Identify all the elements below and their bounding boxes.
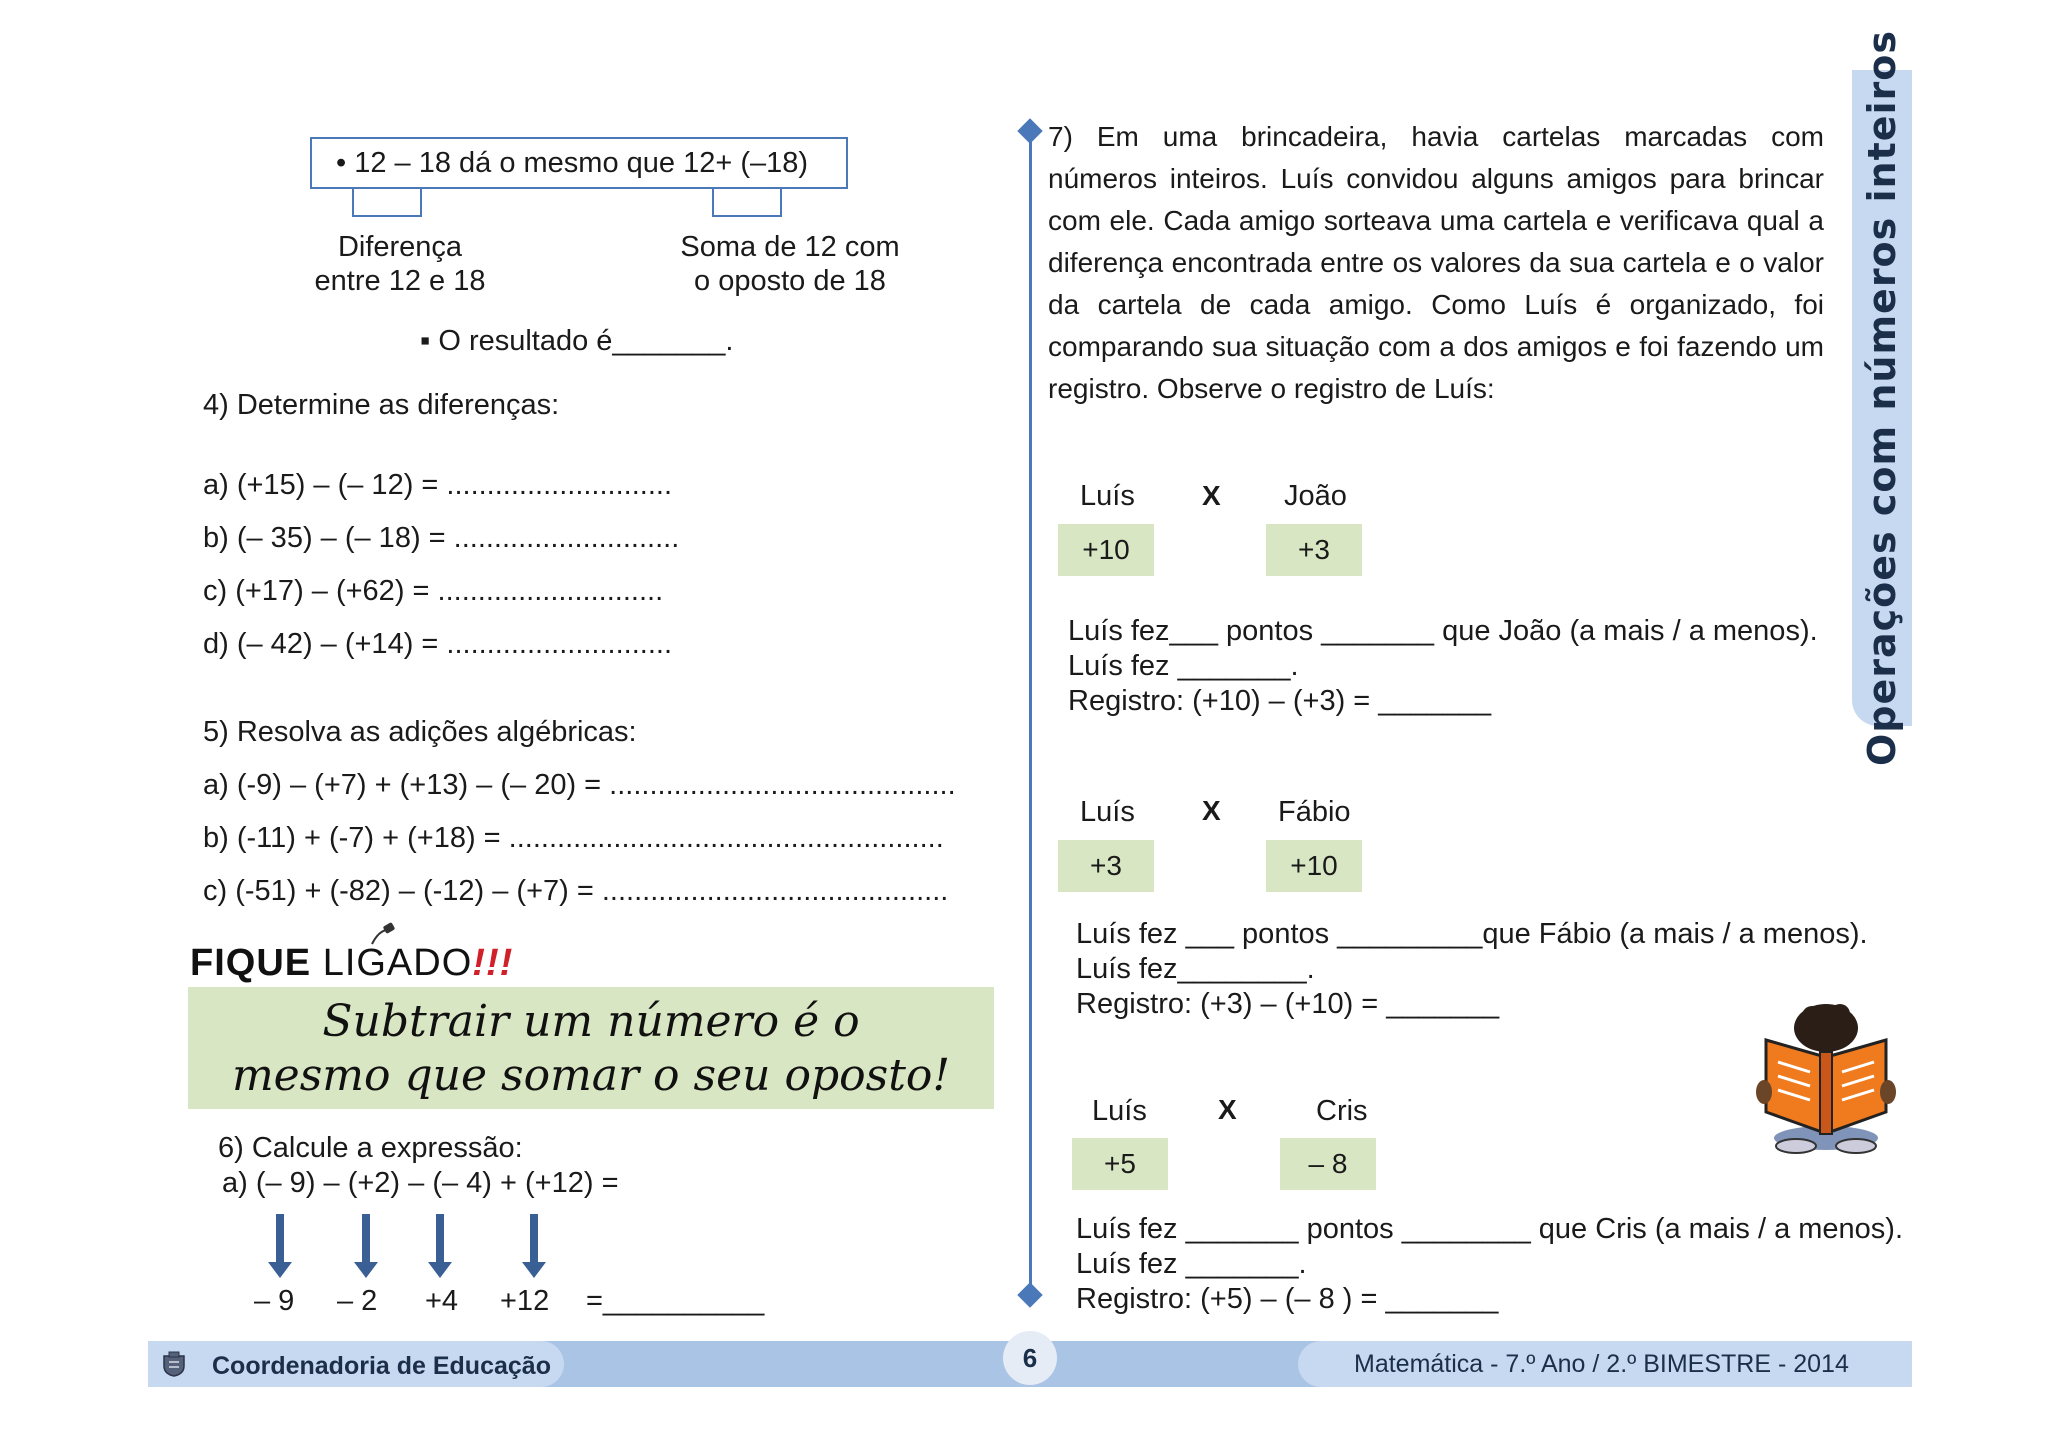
m1-card2: +3 xyxy=(1266,524,1362,576)
q4-item-a: a) (+15) – (– 12) = ............................ xyxy=(203,469,672,501)
m3-line3: Registro: (+5) – (– 8 ) = _______ xyxy=(1076,1283,1499,1315)
q4-item-c: c) (+17) – (+62) = ............................ xyxy=(203,575,664,607)
plug-icon xyxy=(368,920,398,946)
m1-player2: João xyxy=(1284,480,1347,512)
tip-line2: mesmo que somar o seu oposto! xyxy=(231,1050,951,1101)
m2-card2: +10 xyxy=(1266,840,1362,892)
divider-diamond-bottom xyxy=(1017,1282,1042,1307)
arrow-1 xyxy=(268,1214,292,1278)
q7-text: 7) Em uma brincadeira, havia cartelas marcadas com números inteiros. Luís convidou alguns amigos para brincar com ele. Cada amigo sorteava uma cartela e verificava qual a diferença encontrada entre os valores da sua cartela e o valor da cartela de cada amigo. Como Luís é organizado, foi comparando sua situação com a dos amigos e foi fazendo um registro. Observe o registro de Luís: xyxy=(1048,121,1824,404)
arrow-4 xyxy=(522,1214,546,1278)
m2-line2: Luís fez________. xyxy=(1076,953,1315,985)
q6-term-1: – 9 xyxy=(254,1285,295,1317)
m1-line2: Luís fez _______. xyxy=(1068,650,1299,682)
ligado-word: LIGADO xyxy=(322,942,473,984)
q5-title: 5) Resolva as adições algébricas: xyxy=(203,716,637,748)
arrow-3 xyxy=(428,1214,452,1278)
m3-line2: Luís fez _______. xyxy=(1076,1248,1307,1280)
m2-versus: X xyxy=(1202,795,1221,826)
m2-line1: Luís fez ___ pontos _________que Fábio (a mais / a menos). xyxy=(1076,918,1868,950)
label-sum-line2: o oposto de 18 xyxy=(694,265,886,297)
fique-word: FIQUE xyxy=(190,942,323,984)
q4-title: 4) Determine as diferenças: xyxy=(203,389,560,421)
exclamation: !!! xyxy=(472,942,514,984)
side-tab-label xyxy=(1852,29,1912,767)
m3-card2: – 8 xyxy=(1280,1138,1376,1190)
m3-versus: X xyxy=(1218,1094,1237,1125)
q6-answer: =__________ xyxy=(586,1285,765,1317)
label-sum xyxy=(660,230,920,298)
q6-term-2: – 2 xyxy=(337,1285,378,1317)
label-difference-line1: Diferença xyxy=(337,231,463,263)
column-divider xyxy=(1029,128,1032,1298)
m3-line1: Luís fez _______ pontos ________ que Cris (a mais / a menos). xyxy=(1076,1213,1904,1245)
tip-box xyxy=(188,987,994,1109)
m1-line3: Registro: (+10) – (+3) = _______ xyxy=(1068,685,1492,717)
q5-item-c: c) (-51) + (-82) – (-12) – (+7) = ........................................... xyxy=(203,875,949,907)
m3-card1: +5 xyxy=(1072,1138,1168,1190)
tip-line1: Subtrair um número é o xyxy=(322,996,860,1047)
divider-diamond-top xyxy=(1017,118,1042,143)
m2-line3: Registro: (+3) – (+10) = _______ xyxy=(1076,988,1500,1020)
m1-line1: Luís fez___ pontos _______ que João (a mais / a menos). xyxy=(1068,615,1818,647)
q6-term-4: +12 xyxy=(500,1285,550,1317)
q6-term-3: +4 xyxy=(425,1285,459,1317)
result-line: ▪ O resultado é_______. xyxy=(420,325,734,357)
expression-box: • 12 – 18 dá o mesmo que 12+ (–18) xyxy=(310,137,848,189)
page-number: 6 xyxy=(1003,1331,1057,1385)
m2-player1: Luís xyxy=(1080,796,1135,828)
m1-card1: +10 xyxy=(1058,524,1154,576)
m2-card1: +3 xyxy=(1058,840,1154,892)
m3-player2: Cris xyxy=(1316,1095,1368,1127)
q6-expression: a) (– 9) – (+2) – (– 4) + (+12) = xyxy=(222,1167,619,1199)
q4-item-d: d) (– 42) – (+14) = ............................ xyxy=(203,628,672,660)
side-tab-text: Operações com números inteiros xyxy=(1860,29,1904,767)
m1-versus: X xyxy=(1202,480,1221,511)
m2-player2: Fábio xyxy=(1278,796,1351,828)
reading-child-illustration xyxy=(1752,1000,1900,1154)
m1-player1: Luís xyxy=(1080,480,1135,512)
q4-item-b: b) (– 35) – (– 18) = ............................ xyxy=(203,522,680,554)
q5-item-a: a) (-9) – (+7) + (+13) – (– 20) = ........................................... xyxy=(203,769,956,801)
footer-left-text: Coordenadoria de Educação xyxy=(212,1352,551,1380)
label-difference xyxy=(300,230,500,298)
fique-ligado-heading xyxy=(190,942,513,985)
label-difference-line2: entre 12 e 18 xyxy=(314,265,486,297)
m3-player1: Luís xyxy=(1092,1095,1147,1127)
q5-item-b: b) (-11) + (-7) + (+18) = ...................................................... xyxy=(203,822,944,854)
bracket-right xyxy=(712,189,782,217)
coat-of-arms-icon xyxy=(160,1350,188,1378)
bracket-left xyxy=(352,189,422,217)
footer-right-text: Matemática - 7.º Ano / 2.º BIMESTRE - 2014 xyxy=(1354,1350,1849,1378)
label-sum-line1: Soma de 12 com xyxy=(680,231,900,263)
q6-title: 6) Calcule a expressão: xyxy=(218,1132,523,1164)
arrow-2 xyxy=(354,1214,378,1278)
